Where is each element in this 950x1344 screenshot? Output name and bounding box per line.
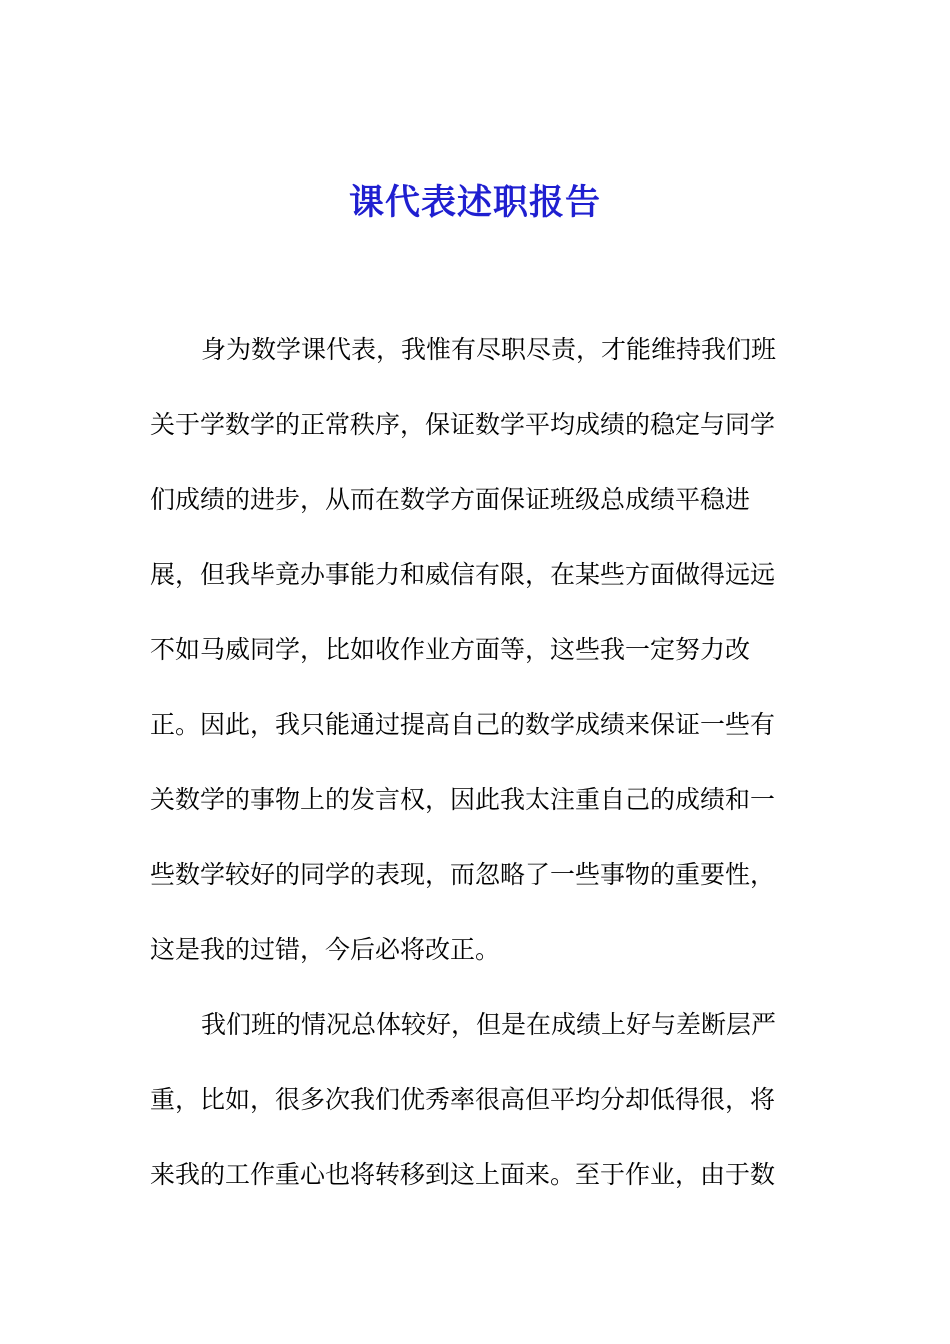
paragraph-1-line-7: 关数学的事物上的发言权，因此我太注重自己的成绩和一 (150, 785, 776, 814)
paragraph-1-line-4: 展，但我毕竟办事能力和威信有限，在某些方面做得远远 (150, 560, 776, 589)
paragraph-1-line-8: 些数学较好的同学的表现，而忽略了一些事物的重要性， (150, 860, 776, 889)
paragraph-1-line-1: 身为数学课代表，我惟有尽职尽责，才能维持我们班 (201, 335, 777, 364)
paragraph-2-line-1: 我们班的情况总体较好，但是在成绩上好与差断层严 (201, 1010, 777, 1039)
paragraph-1-line-3: 们成绩的进步，从而在数学方面保证班级总成绩平稳进 (150, 485, 751, 514)
paragraph-2-line-3: 来我的工作重心也将转移到这上面来。至于作业，由于数 (150, 1160, 776, 1189)
paragraph-1-line-9: 这是我的过错，今后必将改正。 (150, 935, 501, 964)
paragraph-1-line-6: 正。因此，我只能通过提高自己的数学成绩来保证一些有 (150, 710, 776, 739)
paragraph-1-line-2: 关于学数学的正常秩序，保证数学平均成绩的稳定与同学 (150, 410, 776, 439)
paragraph-1-line-5: 不如马威同学，比如收作业方面等，这些我一定努力改 (150, 635, 751, 664)
document-title: 课代表述职报告 (348, 182, 601, 223)
paragraph-2-line-2: 重，比如，很多次我们优秀率很高但平均分却低得很，将 (150, 1085, 776, 1114)
